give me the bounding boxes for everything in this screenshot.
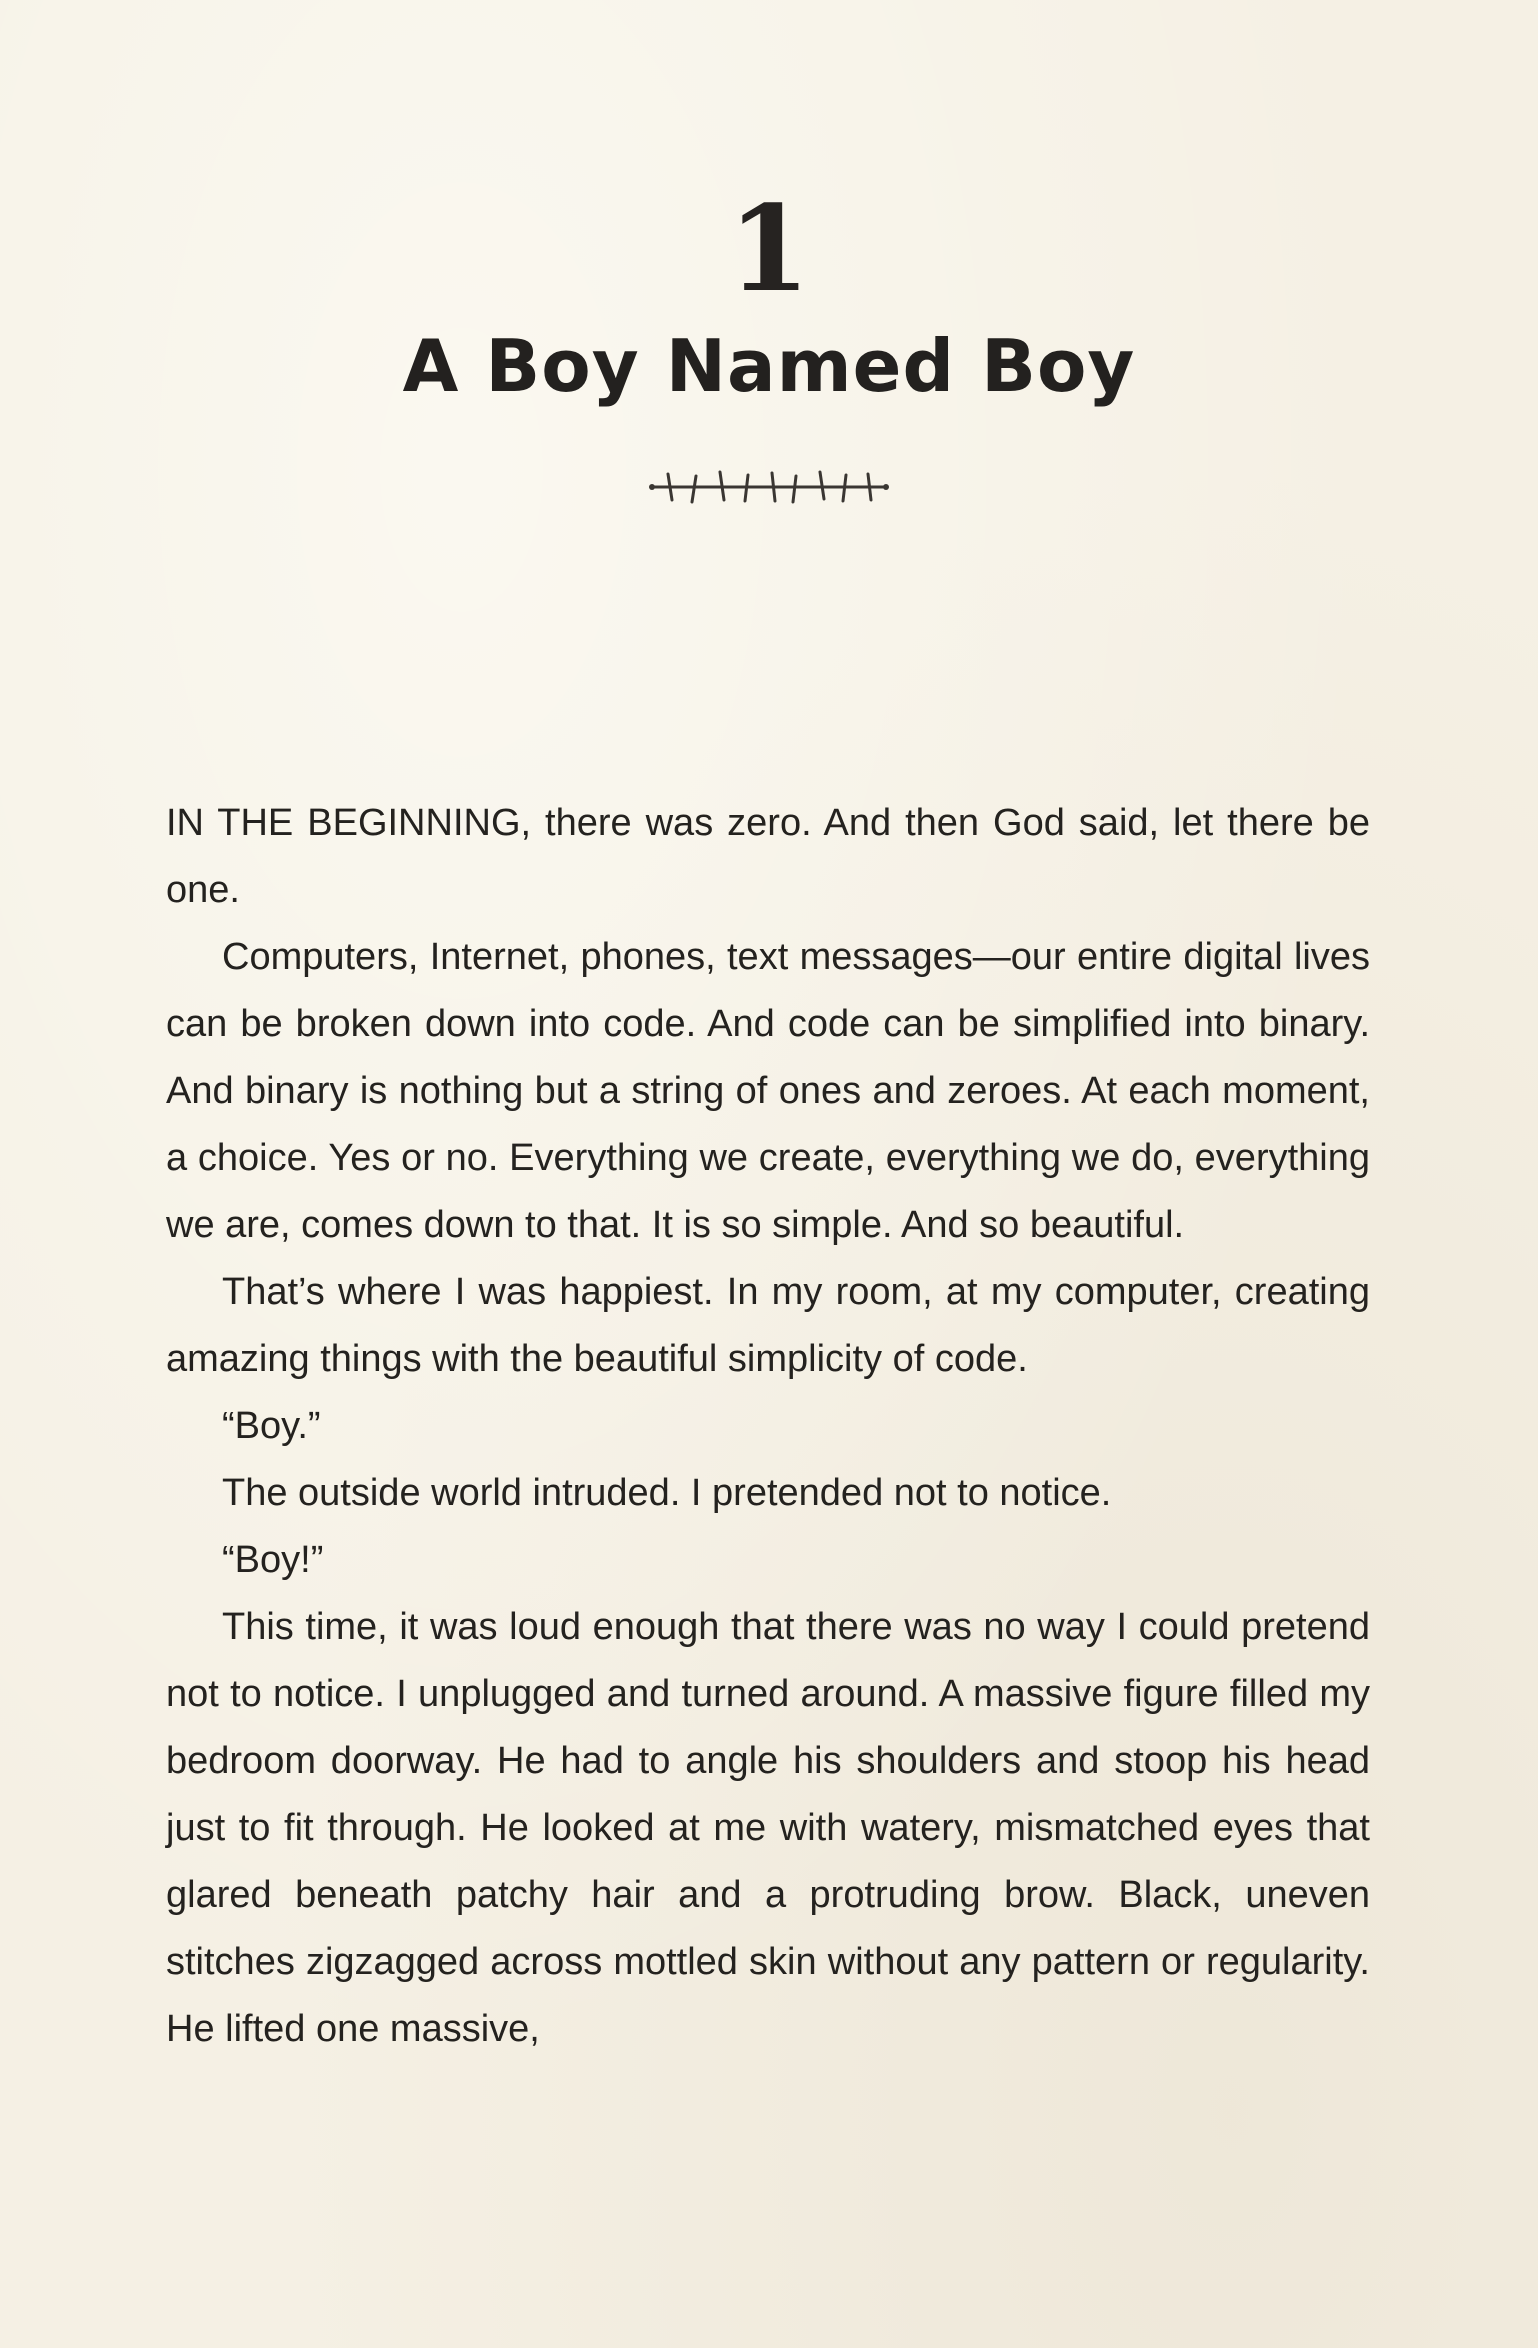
chapter-number: 1: [727, 179, 811, 318]
paragraph-5: The outside world intruded. I pretended not to notice.: [222, 1472, 1112, 1514]
chapter-body: [166, 790, 1370, 2063]
dialogue-line: “Boy!”: [222, 1539, 324, 1581]
paragraph-lead-caps: IN THE BEGINNING,: [166, 802, 532, 844]
paragraph-2: Computers, Internet, phones, text messages—our entire digital lives can be broken down into code. And code can be simplified into binary. And binary is nothing but a string of ones and zeroes. At each moment, a choice. Yes or no. Everything we create, everything we do, everything we are, comes down to that. It is so simple. And so beautiful.: [166, 936, 1370, 1246]
dialogue-line: “Boy.”: [222, 1405, 321, 1447]
paragraph-7: This time, it was loud enough that there was no way I could pretend not to notice. I unplugged and turned around. A massive figure filled my bedroom doorway. He had to angle his shoulders and stoop his head just to fit through. He looked at me with watery, mismatched eyes that glared beneath patchy hair and a protruding brow. Black, uneven stitches zigzagged across mottled skin without any pattern or regularity. He lifted one massive,: [166, 1606, 1370, 2050]
paragraph-text: there was zero. And then God said, let there be one.: [166, 802, 1370, 911]
paragraph-3: That’s where I was happiest. In my room, at my computer, creating amazing things with the beautiful simplicity of code.: [166, 1271, 1370, 1380]
stitch-ornament: [646, 466, 892, 508]
chapter-title: A Boy Named Boy: [402, 324, 1136, 408]
paragraph-1: [166, 790, 1370, 924]
